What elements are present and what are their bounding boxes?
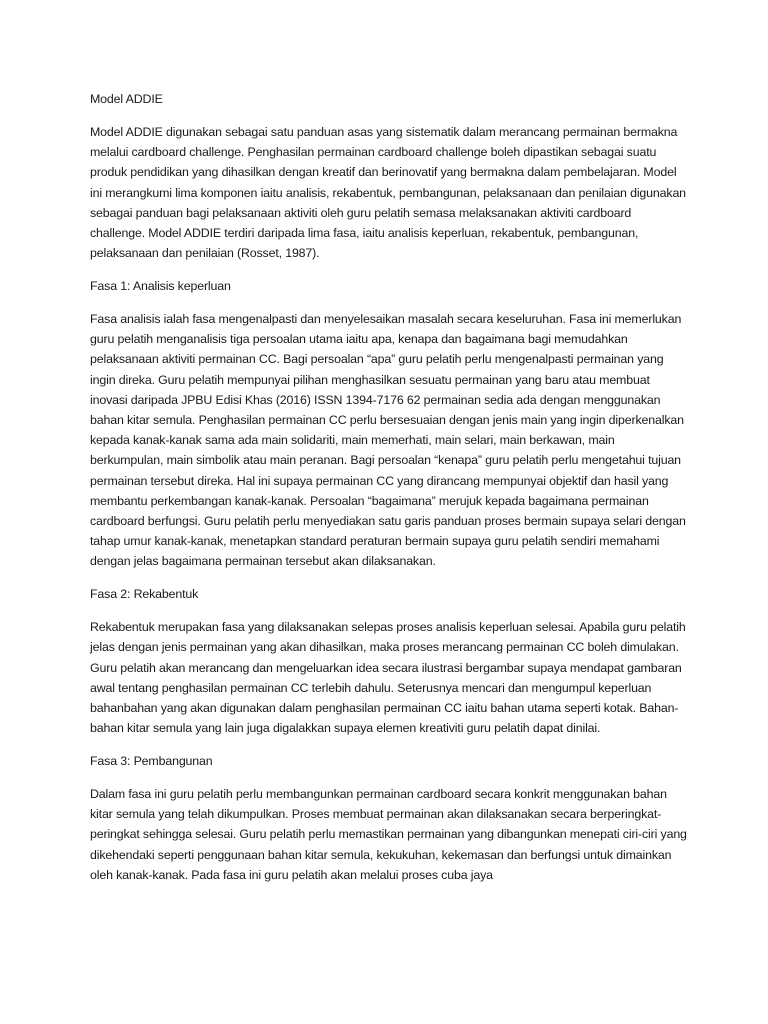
- intro-paragraph: Model ADDIE digunakan sebagai satu panduan asas yang sistematik dalam merancang permainan bermakna melalui cardboard challenge. Penghasilan permainan cardboard challenge boleh dipastikan sebagai suatu produk pendidikan yang dihasilkan dengan kreatif dan berinovatif yang bermakna dalam pembelajaran. Model ini merangkumi lima komponen iaitu analisis, rekabentuk, pembangunan, pelaksanaan dan penilaian digunakan sebagai panduan bagi pelaksanaan aktiviti oleh guru pelatih semasa melaksanakan aktiviti cardboard challenge. Model ADDIE terdiri daripada lima fasa, iaitu analisis keperluan, rekabentuk, pembangunan, pelaksanaan dan penilaian (Rosset, 1987).: [90, 125, 686, 261]
- section-heading-fasa-2: Fasa 2: Rekabentuk: [90, 587, 199, 602]
- section-body-fasa-2: Rekabentuk merupakan fasa yang dilaksanakan selepas proses analisis keperluan selesai. Apabila guru pelatih jelas dengan jenis permainan yang akan dihasilkan, maka proses merancang permainan CC boleh dimulakan. Guru pelatih akan merancang dan mengeluarkan idea secara ilustrasi bergambar supaya mendapat gambaran awal tentang penghasilan permainan CC terlebih dahulu. Seterusnya mencari dan mengumpul keperluan bahanbahan yang akan digunakan dalam penghasilan permainan CC iaitu bahan utama seperti kotak. Bahan-bahan kitar semula yang lain juga digalakkan supaya elemen kreativiti guru pelatih dapat dinilai.: [90, 620, 686, 736]
- document-title: Model ADDIE: [90, 92, 163, 106]
- section-heading-fasa-3: Fasa 3: Pembangunan: [90, 754, 213, 769]
- section-heading-fasa-1: Fasa 1: Analisis keperluan: [90, 279, 231, 294]
- section-body-fasa-1: Fasa analisis ialah fasa mengenalpasti dan menyelesaikan masalah secara keseluruhan. Fasa ini memerlukan guru pelatih menganalisis tiga persoalan utama iaitu apa, kenapa dan bagaimana bagi memudahkan pelaksanaan aktiviti permainan CC. Bagi persoalan “apa” guru pelatih perlu mengenalpasti permainan yang ingin direka. Guru pelatih mempunyai pilihan menghasilkan sesuatu permainan yang baru atau membuat inovasi daripada JPBU Edisi Khas (2016) ISSN 1394-7176 62 permainan sedia ada dengan menggunakan bahan kitar semula. Penghasilan permainan CC perlu bersesuaian dengan jenis main yang ingin diperkenalkan kepada kanak-kanak sama ada main solidariti, main memerhati, main selari, main berkawan, main berkumpulan, main simbolik atau main peranan. Bagi persoalan “kenapa” guru pelatih perlu mengetahui tujuan permainan tersebut direka. Hal ini supaya permainan CC yang dirancang mempunyai objektif dan hasil yang membantu perkembangan kanak-kanak. Persoalan “bagaimana” merujuk kepada bagaimana permainan cardboard berfungsi. Guru pelatih perlu menyediakan satu garis panduan proses bermain supaya selari dengan tahap umur kanak-kanak, menetapkan standard peraturan bermain supaya guru pelatih sendiri memahami dengan jelas bagaimana permainan tersebut akan dilaksanakan.: [90, 312, 686, 569]
- document-body: [90, 89, 688, 898]
- section-body-fasa-3: Dalam fasa ini guru pelatih perlu membangunkan permainan cardboard secara konkrit menggunakan bahan kitar semula yang telah dikumpulkan. Proses membuat permainan akan dilaksanakan secara berperingkat-peringkat sehingga selesai. Guru pelatih perlu memastikan permainan yang dibangunkan menepati ciri-ciri yang dikehendaki seperti penggunaan bahan kitar semula, kekukuhan, kekemasan dan berfungsi untuk dimainkan oleh kanak-kanak. Pada fasa ini guru pelatih akan melalui proses cuba jaya: [90, 787, 687, 882]
